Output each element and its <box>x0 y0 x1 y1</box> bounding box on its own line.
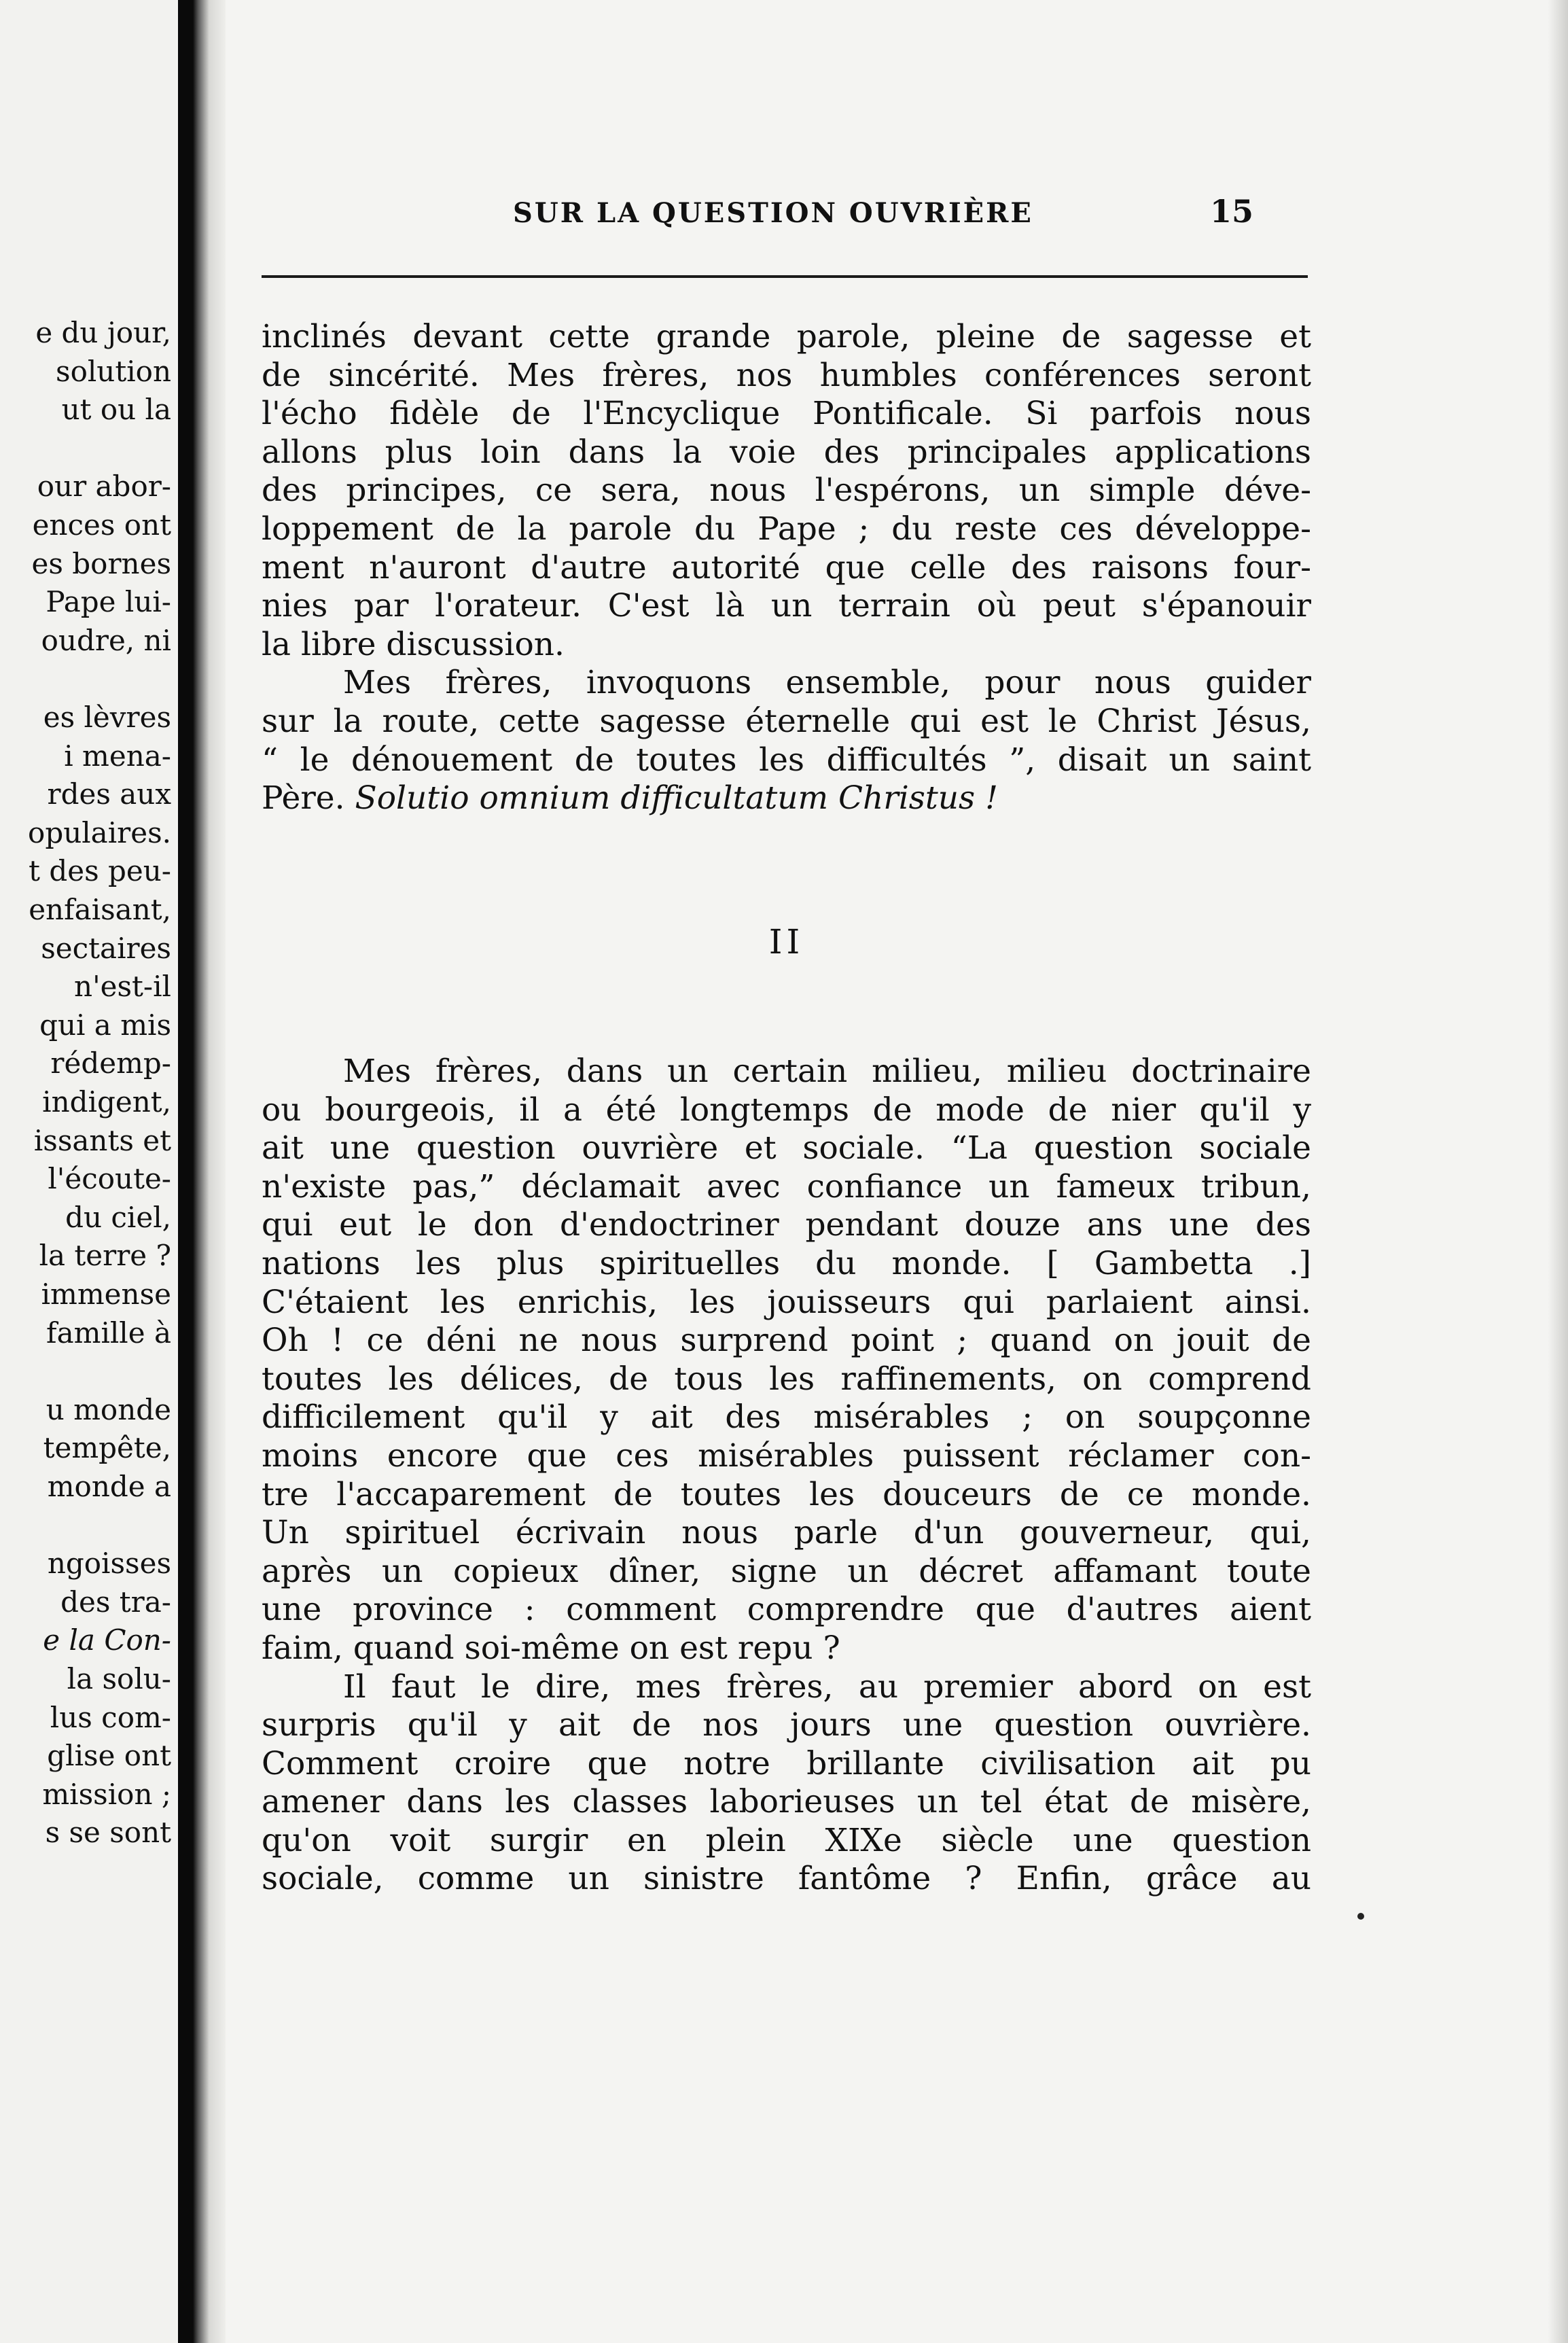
text-line: tre l'accaparement de toutes les douceurs de ce monde. <box>262 1475 1311 1513</box>
facing-page-line: sectaires <box>41 931 171 965</box>
facing-page-line: rédemp- <box>50 1046 171 1080</box>
section-two-text <box>262 1053 1311 1899</box>
text-line: inclinés devant cette grande parole, pleine de sagesse et <box>262 318 1311 355</box>
text-line: faim, quand soi-même on est repu ? <box>262 1629 840 1667</box>
text-line: Mes frères, dans un certain milieu, milieu doctrinaire <box>343 1053 1311 1090</box>
facing-page-line: n'est-il <box>74 970 171 1004</box>
facing-page-line: issants et <box>33 1123 171 1157</box>
facing-page-line: es lèvres <box>43 701 171 734</box>
text-line: “ le dénouement de toutes les difficultés ”, disait un saint <box>262 741 1311 779</box>
text-line: Un spirituel écrivain nous parle d'un gouverneur, qui, <box>262 1514 1311 1552</box>
text-line-latin-quote <box>262 779 1311 818</box>
text-line: la libre discussion. <box>262 625 565 663</box>
facing-page-line: Pape lui- <box>46 585 171 619</box>
text-line: de sincérité. Mes frères, nos humbles conférences seront <box>262 356 1311 394</box>
section-one-text <box>262 318 1311 818</box>
facing-page-line: indigent, <box>42 1085 171 1118</box>
facing-page-line: immense <box>41 1278 171 1311</box>
facing-page-line: qui a mis <box>39 1008 171 1042</box>
text-line: ment n'auront d'autre autorité que celle des raisons four- <box>262 548 1311 586</box>
text-line: allons plus loin dans la voie des principales applications <box>262 433 1311 471</box>
text-line: ou bourgeois, il a été longtemps de mode de nier qu'il y <box>262 1091 1311 1129</box>
page-edge-shadow <box>1548 0 1568 2343</box>
section-numeral: II <box>768 922 804 962</box>
text-line: une province : comment comprendre que d'autres aient <box>262 1591 1311 1629</box>
latin-quote: Solutio omnium difficultatum Christus ! <box>355 779 998 817</box>
header-rule <box>262 275 1308 278</box>
text-line: n'existe pas,” déclamait avec confiance un fameux tribun, <box>262 1167 1311 1205</box>
facing-page-line: la solu- <box>67 1662 171 1695</box>
text-line: qu'on voit surgir en plein XIXe siècle une question <box>262 1821 1311 1859</box>
text-line: nies par l'orateur. C'est là un terrain où peut s'épanouir <box>262 587 1311 625</box>
text-line: C'étaient les enrichis, les jouisseurs qui parlaient ainsi. <box>262 1283 1311 1321</box>
facing-page-line: la terre ? <box>39 1239 171 1273</box>
facing-page-line: enfaisant, <box>29 893 171 926</box>
facing-page-fragment <box>0 0 177 2343</box>
text-line: qui eut le don d'endoctriner pendant douze ans une des <box>262 1206 1311 1244</box>
facing-page-line: t des peu- <box>29 854 171 888</box>
facing-page-line: des tra- <box>60 1585 171 1619</box>
text-line: Mes frères, invoquons ensemble, pour nous guider <box>343 664 1311 702</box>
facing-page-line: opulaires. <box>28 815 171 849</box>
text-roman: Père. <box>262 779 355 817</box>
text-line: amener dans les classes laborieuses un tel état de misère, <box>262 1783 1311 1821</box>
facing-page-line: e du jour, <box>35 316 171 349</box>
text-line: toutes les délices, de tous les raffinements, on comprend <box>262 1360 1311 1398</box>
facing-page-line: glise ont <box>47 1739 171 1773</box>
facing-page-line: solution <box>56 354 171 388</box>
text-line: après un copieux dîner, signe un décret affamant toute <box>262 1552 1311 1590</box>
text-line: sociale, comme un sinistre fantôme ? Enfin, grâce au <box>262 1860 1311 1898</box>
text-line: surpris qu'il y ait de nos jours une question ouvrière. <box>262 1706 1311 1744</box>
facing-page-line: monde a <box>47 1470 171 1503</box>
facing-page-line: ngoisses <box>47 1547 171 1581</box>
facing-page-line: es bornes <box>31 546 171 580</box>
page-number: 15 <box>1209 193 1253 230</box>
facing-page-line: lus com- <box>50 1700 171 1734</box>
ink-speck <box>1357 1913 1364 1920</box>
text-line: Comment croire que notre brillante civilisation ait pu <box>262 1744 1311 1782</box>
text-line: Oh ! ce déni ne nous surprend point ; quand on jouit de <box>262 1322 1311 1360</box>
text-line: nations les plus spirituelles du monde. [ Gambetta .] <box>262 1244 1311 1282</box>
book-gutter <box>178 0 226 2343</box>
facing-page-line: famille à <box>46 1316 171 1350</box>
facing-page-line: ences ont <box>32 508 171 542</box>
running-header <box>262 193 1308 238</box>
facing-page-line: s se sont <box>45 1816 171 1850</box>
facing-page-line: du ciel, <box>65 1200 171 1234</box>
facing-page-line: oudre, ni <box>41 623 171 657</box>
text-line: loppement de la parole du Pape ; du reste ces développe- <box>262 510 1311 548</box>
facing-page-line: tempête, <box>43 1431 171 1465</box>
facing-page-line: ut ou la <box>61 393 171 427</box>
text-line: sur la route, cette sagesse éternelle qui est le Christ Jésus, <box>262 702 1311 740</box>
text-line: Il faut le dire, mes frères, au premier abord on est <box>343 1668 1311 1706</box>
text-line: difficilement qu'il y ait des misérables ; on soupçonne <box>262 1398 1311 1437</box>
text-line: l'écho fidèle de l'Encyclique Pontificale. Si parfois nous <box>262 395 1311 433</box>
text-line: moins encore que ces misérables puissent réclamer con- <box>262 1437 1311 1475</box>
text-line: des principes, ce sera, nous l'espérons, un simple déve- <box>262 472 1311 510</box>
running-head-title: SUR LA QUESTION OUVRIÈRE <box>513 197 1033 229</box>
facing-page-line: mission ; <box>42 1777 171 1811</box>
facing-page-line: our abor- <box>37 470 171 504</box>
text-line: ait une question ouvrière et sociale. “La question sociale <box>262 1129 1311 1167</box>
facing-page-line: u monde <box>46 1392 171 1426</box>
facing-page-line: l'écoute- <box>48 1162 171 1196</box>
facing-page-line: i mena- <box>64 739 171 773</box>
facing-page-line: rdes aux <box>47 777 171 811</box>
facing-page-line: e la Con- <box>43 1623 171 1657</box>
